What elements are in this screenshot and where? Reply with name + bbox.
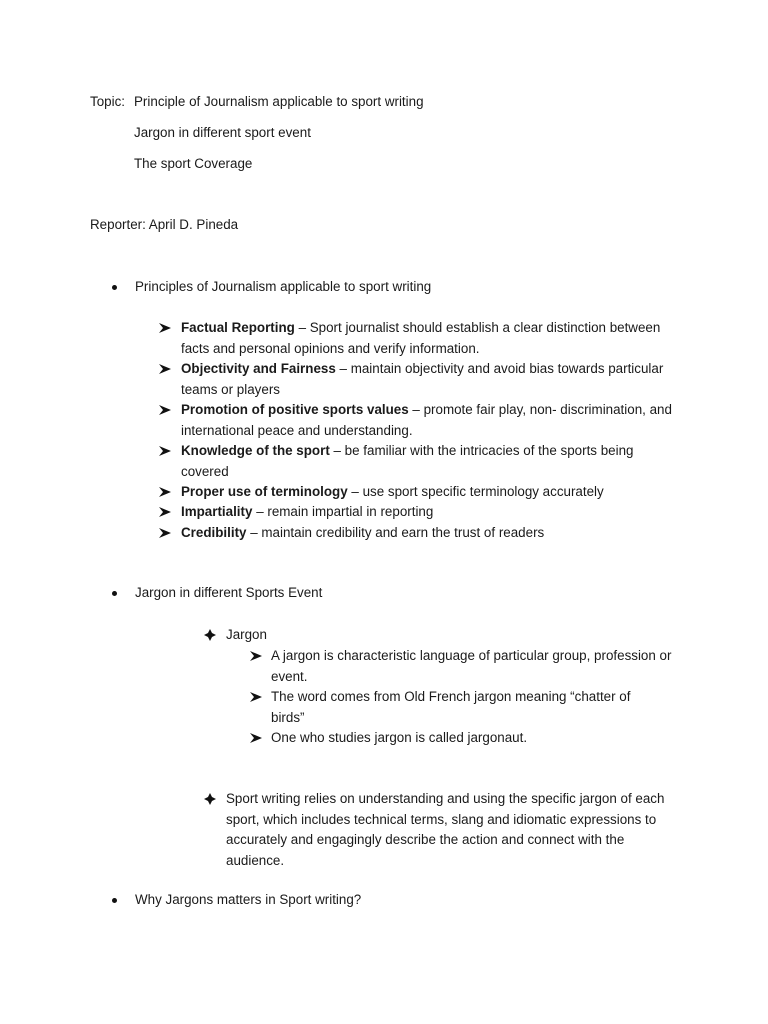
principle-item <box>181 502 681 523</box>
jargon-item: One who studies jargon is called jargonaut. <box>271 730 528 745</box>
section1-heading: Principles of Journalism applicable to sport writing <box>135 279 432 294</box>
arrow-bullet-icon <box>249 650 263 662</box>
principle-desc: – maintain objectivity and avoid bias towards particular teams or players <box>181 361 664 397</box>
sport-writing-paragraph: Sport writing relies on understanding and using the specific jargon of each sport, which includes technical terms, slang and idiomatic expressions to accurately and engagingly describe the action and connect with the audience. <box>226 791 665 868</box>
principle-item <box>181 441 681 482</box>
topic-line-1: Principle of Journalism applicable to sport writing <box>134 94 424 109</box>
principle-item <box>181 523 681 544</box>
jargon-item: A jargon is characteristic language of particular group, profession or event. <box>271 648 672 684</box>
principle-term: Objectivity and Fairness <box>181 361 336 376</box>
principle-term: Impartiality <box>181 504 253 519</box>
principle-desc: – use sport specific terminology accurately <box>351 484 604 499</box>
arrow-bullet-icon <box>158 404 172 416</box>
arrow-bullet-icon <box>158 445 172 457</box>
topic-line-3: The sport Coverage <box>134 156 253 171</box>
arrow-bullet-icon <box>158 506 172 518</box>
diamond-bullet-icon <box>204 629 216 641</box>
principle-term: Factual Reporting <box>181 320 295 335</box>
principle-desc: – be familiar with the intricacies of the sports being covered <box>181 443 634 479</box>
arrow-bullet-icon <box>158 322 172 334</box>
principle-term: Credibility <box>181 525 247 540</box>
principle-desc: – Sport journalist should establish a clear distinction between facts and personal opinions and verify information. <box>181 320 661 356</box>
bullet-disc-icon <box>112 898 117 903</box>
principle-term: Promotion of positive sports values <box>181 402 409 417</box>
jargon-item: The word comes from Old French jargon meaning “chatter of birds” <box>271 689 631 725</box>
principle-desc: – maintain credibility and earn the trust of readers <box>250 525 545 540</box>
bullet-disc-icon <box>112 591 117 596</box>
principle-item <box>181 400 681 441</box>
arrow-bullet-icon <box>249 691 263 703</box>
topic-line-2: Jargon in different sport event <box>134 125 311 140</box>
principle-item <box>181 359 681 400</box>
section3-heading: Why Jargons matters in Sport writing? <box>135 892 362 907</box>
section2-heading: Jargon in different Sports Event <box>135 585 323 600</box>
principle-item <box>181 318 681 359</box>
principle-term: Knowledge of the sport <box>181 443 330 458</box>
arrow-bullet-icon <box>158 527 172 539</box>
arrow-bullet-icon <box>249 732 263 744</box>
reporter-line: Reporter: April D. Pineda <box>90 217 239 232</box>
diamond-bullet-icon <box>204 793 216 805</box>
bullet-disc-icon <box>112 285 117 290</box>
arrow-bullet-icon <box>158 486 172 498</box>
jargon-subheading: Jargon <box>226 627 267 642</box>
principle-desc: – promote fair play, non- discrimination, and international peace and understanding. <box>181 402 672 438</box>
topic-label: Topic: <box>90 94 125 109</box>
principle-desc: – remain impartial in reporting <box>256 504 434 519</box>
principle-term: Proper use of terminology <box>181 484 348 499</box>
arrow-bullet-icon <box>158 363 172 375</box>
principle-item <box>181 482 681 503</box>
